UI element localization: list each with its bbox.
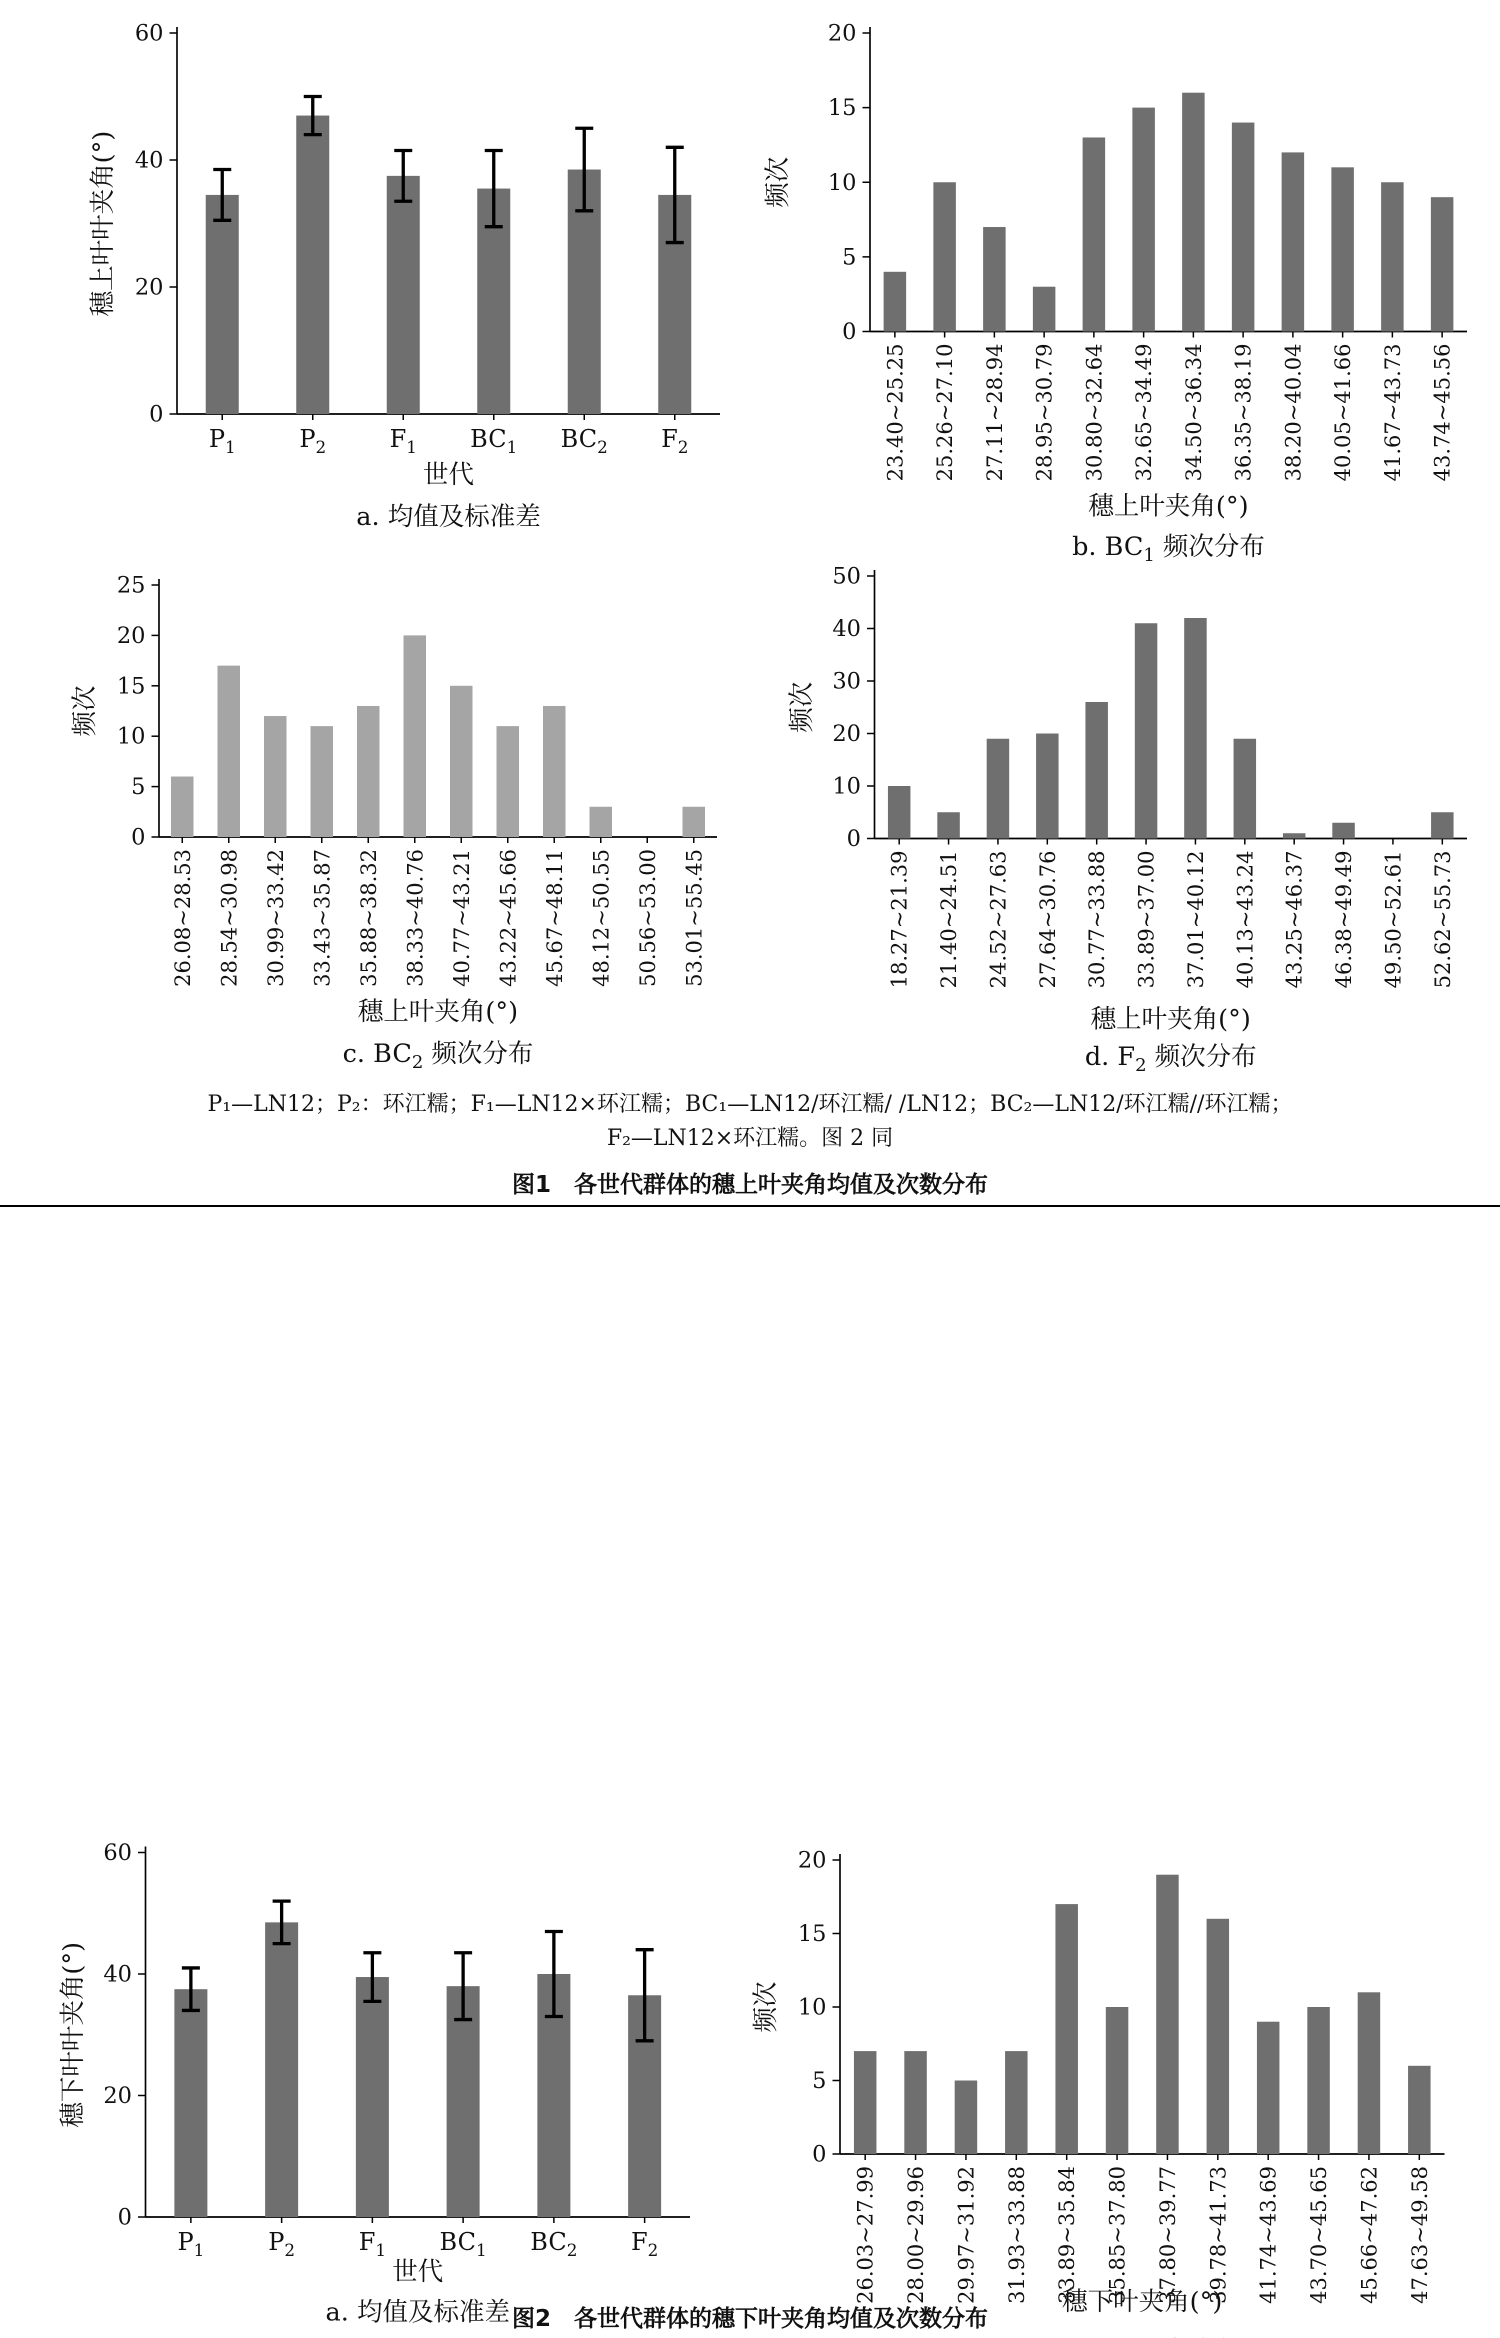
figure-separator	[0, 1205, 1500, 1207]
x-tick-label: 24.52~27.63	[986, 850, 1011, 989]
bar	[888, 786, 911, 839]
x-tick-label: 49.50~52.61	[1381, 850, 1406, 989]
x-tick-label: 38.20~40.04	[1281, 343, 1306, 482]
y-tick-label: 25	[116, 572, 146, 599]
x-tick-label: 34.50~36.34	[1181, 343, 1206, 482]
x-tick-label: 46.38~49.49	[1332, 850, 1357, 989]
x-tick-label: 41.67~43.73	[1380, 343, 1405, 482]
bar	[311, 726, 334, 837]
bar	[933, 182, 956, 331]
y-tick-label: 15	[116, 673, 146, 700]
x-tick-label: 25.26~27.10	[933, 343, 958, 482]
y-axis-label: 频次	[70, 685, 100, 737]
x-tick-label: 39.78~41.73	[1206, 2166, 1231, 2304]
x-tick-label: 43.25~46.37	[1282, 850, 1307, 989]
panel-caption: a. 均值及标准差	[356, 502, 541, 532]
bar	[387, 176, 420, 414]
x-tick-label: 32.65~34.49	[1132, 343, 1157, 482]
bar	[1106, 2007, 1129, 2154]
x-tick-label: $P_1$	[177, 2228, 205, 2260]
bar	[357, 706, 380, 837]
y-axis-label: 频次	[787, 681, 817, 733]
figure1-note-line1: P₁—LN12；P₂：环江糯；F₁—LN12×环江糯；BC₁—LN12/环江糯/ /LN12；BC₂—LN12/环江糯//环江糯；	[207, 1092, 1293, 1117]
bar	[450, 686, 473, 837]
y-tick-label: 20	[827, 20, 857, 47]
y-tick-label: 0	[117, 2204, 132, 2231]
y-tick-label: 20	[116, 622, 146, 649]
x-tick-label: 33.43~35.87	[310, 849, 335, 987]
x-tick-label: 50.56~53.00	[635, 849, 660, 987]
y-tick-label: 0	[131, 824, 146, 851]
bar	[1207, 1919, 1230, 2154]
bar	[265, 1922, 298, 2217]
x-tick-label: $BC_2$	[560, 425, 608, 458]
bar	[1381, 182, 1404, 331]
x-tick-label: $P_2$	[268, 2228, 296, 2260]
x-tick-label: $F_2$	[661, 425, 689, 458]
bar	[1083, 137, 1106, 331]
bar	[1283, 833, 1306, 838]
bar	[1036, 734, 1059, 839]
bar	[987, 739, 1010, 839]
x-tick-label: $P_1$	[208, 425, 236, 458]
y-tick-label: 10	[116, 723, 146, 750]
x-tick-label: 33.89~37.00	[1134, 850, 1159, 989]
x-tick-label: 29.97~31.92	[954, 2166, 979, 2304]
bar	[497, 726, 520, 837]
bar	[1232, 123, 1255, 332]
x-tick-label: $BC_2$	[530, 2228, 578, 2260]
x-tick-label: 48.12~50.55	[589, 849, 614, 987]
y-tick-label: 15	[797, 1921, 827, 1947]
x-axis-label: 穗上叶夹角(°)	[1088, 491, 1249, 522]
x-tick-label: 40.77~43.21	[449, 849, 474, 987]
chart-f1c	[70, 573, 717, 1074]
x-axis-label: 世代	[422, 460, 475, 491]
y-axis-label: 频次	[751, 1981, 781, 2033]
x-tick-label: 45.66~47.62	[1357, 2166, 1382, 2304]
x-tick-label: 36.35~38.19	[1231, 343, 1256, 482]
chart-f1b	[763, 21, 1467, 567]
x-tick-label: 40.13~43.24	[1233, 850, 1258, 989]
panel-caption: c. $BC_2$ 频次分布	[342, 1039, 534, 1073]
bar	[171, 777, 194, 837]
y-tick-label: 5	[812, 2068, 827, 2094]
y-tick-label: 10	[797, 1994, 827, 2021]
x-tick-label: 27.11~28.94	[982, 343, 1007, 482]
x-tick-label: $BC_1$	[470, 425, 518, 458]
x-tick-label: 43.74~45.56	[1430, 343, 1455, 482]
x-tick-label: 43.70~45.65	[1307, 2166, 1332, 2304]
x-axis-label: 穗上叶夹角(°)	[357, 997, 519, 1027]
x-tick-label: 35.88~38.32	[356, 849, 381, 987]
y-tick-label: 20	[103, 2083, 132, 2109]
y-tick-label: 40	[103, 1961, 132, 1988]
x-tick-label: 33.89~35.84	[1055, 2166, 1080, 2304]
chart-f2a	[58, 1840, 690, 2327]
y-tick-label: 20	[797, 1847, 827, 1874]
x-tick-label: $F_2$	[630, 2228, 659, 2260]
x-tick-label: 45.67~48.11	[542, 849, 567, 987]
bar	[356, 1977, 389, 2217]
bar	[1132, 108, 1155, 332]
bar	[904, 2051, 927, 2154]
bar	[1085, 702, 1108, 839]
x-axis-label: 世代	[392, 2257, 444, 2287]
bar	[1358, 1992, 1381, 2154]
y-axis-label: 频次	[763, 156, 793, 208]
bar	[1184, 618, 1207, 839]
x-tick-label: 28.54~30.98	[217, 849, 242, 987]
y-tick-label: 20	[134, 274, 164, 301]
x-tick-label: 30.77~33.88	[1085, 850, 1110, 989]
x-tick-label: 30.80~32.64	[1082, 343, 1107, 482]
y-tick-label: 30	[832, 668, 861, 695]
bar	[404, 635, 427, 837]
bar	[1033, 287, 1056, 332]
bar	[1156, 1875, 1179, 2154]
y-tick-label: 15	[827, 95, 857, 122]
bar	[174, 1989, 207, 2217]
y-tick-label: 60	[134, 20, 164, 47]
y-tick-label: 10	[832, 773, 861, 800]
x-tick-label: 38.33~40.76	[403, 849, 428, 987]
y-axis-label: 穗上叶叶夹角(°)	[88, 130, 118, 317]
bar	[296, 116, 329, 414]
y-tick-label: 5	[131, 774, 146, 801]
x-tick-label: 26.08~28.53	[170, 849, 195, 987]
x-tick-label: $F_1$	[389, 425, 417, 458]
bar	[937, 812, 960, 838]
x-tick-label: 37.01~40.12	[1183, 850, 1208, 989]
bar	[1282, 152, 1305, 331]
y-tick-label: 5	[842, 244, 857, 271]
x-axis-label: 穗下叶夹角(°)	[1062, 2287, 1223, 2317]
bar	[1005, 2051, 1028, 2154]
bar	[543, 706, 566, 837]
bar	[1332, 823, 1355, 839]
bar	[206, 195, 239, 414]
bar	[218, 666, 241, 837]
bar	[590, 807, 613, 837]
chart-f1d	[787, 564, 1467, 1077]
figure1-caption: 图1 各世代群体的穗上叶夹角均值及次数分布	[511, 1172, 988, 1198]
panel-caption: a. 均值及标准差	[325, 2297, 510, 2328]
y-tick-label: 40	[134, 147, 164, 174]
chart-f1a	[88, 21, 720, 533]
bar	[1055, 1904, 1078, 2154]
x-tick-label: 37.80~39.77	[1155, 2166, 1180, 2304]
bar	[983, 227, 1006, 331]
y-tick-label: 10	[827, 169, 857, 196]
y-tick-label: 0	[846, 826, 861, 852]
x-tick-label: 43.22~45.66	[496, 849, 521, 987]
x-tick-label: $BC_1$	[439, 2228, 487, 2260]
bar	[1431, 197, 1454, 331]
x-tick-label: 23.40~25.25	[883, 343, 908, 482]
x-tick-label: 26.03~27.99	[853, 2166, 878, 2304]
x-tick-label: 40.05~41.66	[1331, 343, 1356, 482]
x-axis-label: 穗上叶夹角(°)	[1090, 1004, 1251, 1035]
y-tick-label: 20	[832, 721, 861, 747]
y-tick-label: 60	[103, 1840, 132, 1866]
x-tick-label: 31.93~33.88	[1004, 2166, 1029, 2304]
panel-caption: d. $F_2$ 频次分布	[1084, 1042, 1257, 1076]
bar	[1408, 2066, 1431, 2154]
bar	[1135, 623, 1158, 838]
bar	[884, 272, 907, 332]
bar	[264, 716, 287, 837]
y-axis-label: 穗下叶叶夹角(°)	[57, 1941, 88, 2128]
x-tick-label: 47.63~49.58	[1407, 2166, 1432, 2304]
x-tick-label: 28.00~29.96	[904, 2166, 929, 2304]
x-tick-label: $P_2$	[299, 425, 327, 458]
x-tick-label: 35.85~37.80	[1105, 2166, 1130, 2304]
x-tick-label: 41.74~43.69	[1256, 2166, 1281, 2304]
bar	[1234, 739, 1257, 839]
x-tick-label: $F_1$	[358, 2228, 387, 2260]
bar	[1257, 2022, 1280, 2154]
bar	[1431, 812, 1454, 838]
x-tick-label: 21.40~24.51	[937, 850, 962, 989]
y-tick-label: 50	[832, 563, 861, 590]
x-tick-label: 30.99~33.42	[263, 849, 288, 987]
y-tick-label: 0	[149, 401, 164, 428]
panel-caption: b. $BC_1$ 频次分布	[1072, 532, 1265, 566]
bar	[1331, 167, 1354, 331]
chart-f2b	[751, 1848, 1445, 2338]
x-tick-label: 18.27~21.39	[887, 850, 912, 989]
x-tick-label: 28.95~30.79	[1032, 343, 1057, 482]
figure1-note-line2: F₂—LN12×环江糯。图 2 同	[606, 1126, 894, 1151]
bar	[955, 2081, 978, 2155]
y-tick-label: 0	[842, 319, 857, 345]
y-tick-label: 40	[832, 616, 861, 642]
bar	[683, 807, 706, 837]
x-tick-label: 53.01~55.45	[682, 849, 707, 987]
bar	[1307, 2007, 1330, 2154]
bar	[1182, 93, 1205, 332]
x-tick-label: 27.64~30.76	[1035, 850, 1060, 989]
figure2-caption: 图2 各世代群体的穗下叶夹角均值及次数分布	[511, 2306, 988, 2332]
y-tick-label: 0	[812, 2141, 827, 2168]
x-tick-label: 52.62~55.73	[1430, 850, 1455, 989]
bar	[854, 2051, 877, 2154]
